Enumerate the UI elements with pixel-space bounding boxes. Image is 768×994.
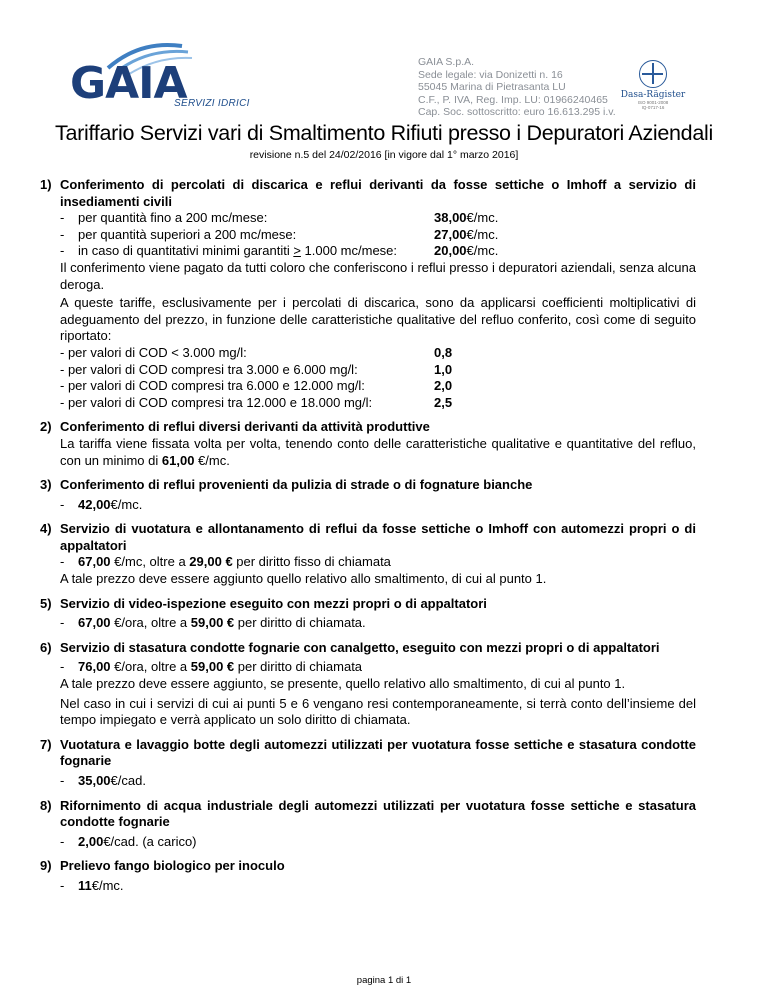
gaia-logo	[70, 38, 250, 110]
paragraph: Nel caso in cui i servizi di cui ai punti 5 e 6 vengano resi contemporaneamente, si terrà conto dell’insieme del tempo impiegato e verrà applicato un solo diritto di chiamata.	[60, 695, 696, 728]
section-heading: 7) Vuotatura e lavaggio botte degli automezzi utilizzati per vuotatura fosse settiche e stasatura condotte fognarie	[40, 736, 696, 769]
price-row: - 67,00 €/ora, oltre a 59,00 € per diritto di chiamata.	[60, 615, 366, 631]
company-line: Cap. Soc. sottoscritto: euro 16.613.295 i.v.	[418, 106, 616, 119]
company-line: Sede legale: via Donizetti n. 16	[418, 68, 563, 81]
company-line: GAIA S.p.A.	[418, 56, 475, 68]
cert-line: IQ-0717-16	[641, 105, 665, 110]
section-heading: 4) Servizio di vuotatura e allontanamento di reflui da fosse settiche o Imhoff con automezzi propri o di appaltatori	[40, 521, 696, 553]
price-row: - per quantità superiori a 200 mc/mese: 27,00 €/mc.	[60, 226, 499, 242]
page-footer: pagina 1 di 1	[356, 975, 412, 986]
section-heading: 5) Servizio di video-ispezione eseguito con mezzi propri o di appaltatori	[40, 595, 487, 611]
section-3	[40, 477, 696, 513]
paragraph: A tale prezzo deve essere aggiunto quello relativo allo smaltimento, di cui al punto 1.	[60, 571, 547, 587]
price-row: - per quantità fino a 200 mc/mese: 38,00 €/mc.	[60, 210, 499, 226]
paragraph: A queste tariffe, esclusivamente per i percolati di discarica, sono da applicarsi coefficienti moltiplicativi di adeguamento del prezzo, in funzione delle caratteristiche qualitative del refluo conferito, così come di seguito riportato:	[60, 295, 696, 344]
coefficient-row: - per valori di COD compresi tra 12.000 e 18.000 mg/l: 2,5	[60, 394, 453, 410]
cert-name: Dasa-Rägister	[620, 90, 686, 100]
price-row: - in caso di quantitativi minimi garantiti > 1.000 mc/mese: 20,00 €/mc.	[60, 243, 499, 259]
coefficient-row: - per valori di COD compresi tra 3.000 e 6.000 mg/l: 1,0	[60, 361, 453, 377]
paragraph: A tale prezzo deve essere aggiunto, se presente, quello relativo allo smaltimento, di cui al punto 1.	[60, 676, 626, 692]
tariff-list	[40, 177, 696, 903]
page-title: Tariffario Servizi vari di Smaltimento Rifiuti presso i Depuratori Aziendali	[55, 121, 713, 145]
section-1	[40, 177, 696, 411]
section-8	[40, 798, 696, 851]
company-line: C.F., P. IVA, Reg. Imp. LU: 01966240465	[418, 93, 608, 106]
section-9	[40, 858, 696, 894]
price-row: - 76,00 €/ora, oltre a 59,00 € per diritto di chiamata	[60, 659, 363, 675]
section-heading: 1) Conferimento di percolati di discarica e reflui derivanti da fosse settiche o Imhoff a servizio di insediamenti civili	[40, 177, 696, 209]
paragraph: La tariffa viene fissata volta per volta, tenendo conto delle caratteristiche qualitative e quantitative del refluo, con un minimo di 61,00 €/mc.	[60, 435, 696, 468]
section-2	[40, 419, 696, 469]
logo-wordmark: GAIA	[70, 58, 187, 109]
section-heading: 2) Conferimento di reflui diversi derivanti da attività produttive	[40, 419, 430, 435]
section-7	[40, 737, 696, 790]
coefficient-row: - per valori di COD < 3.000 mg/l: 0,8	[60, 344, 453, 360]
price-row: - 11 €/mc.	[60, 877, 124, 893]
page-subtitle: revisione n.5 del 24/02/2016 [in vigore dal 1° marzo 2016]	[249, 149, 519, 161]
cert-line: ISO 9001-2008	[637, 100, 669, 105]
price-row: - 35,00 €/cad.	[60, 773, 146, 788]
section-heading: 3) Conferimento di reflui provenienti da pulizia di strade o di fognature bianche	[40, 477, 533, 493]
section-5	[40, 596, 696, 632]
logo-subtitle: SERVIZI IDRICI	[174, 98, 250, 109]
company-info	[418, 56, 616, 119]
section-6	[40, 640, 696, 729]
price-row: - 2,00 €/cad. (a carico)	[60, 833, 197, 849]
certification-badge	[620, 60, 686, 112]
certification-icon	[639, 60, 667, 88]
section-heading: 8) Rifornimento di acqua industriale degli automezzi utilizzati per vuotatura fosse settiche e stasatura condotte fognarie	[40, 797, 696, 830]
section-heading: 6) Servizio di stasatura condotte fognarie con canalgetto, eseguito con mezzi propri o di appaltatori	[40, 639, 660, 655]
price-row: - 67,00 €/mc, oltre a 29,00 € per diritto fisso di chiamata	[60, 554, 391, 570]
section-heading: 9) Prelievo fango biologico per inoculo	[40, 858, 285, 874]
coefficient-row: - per valori di COD compresi tra 6.000 e 12.000 mg/l: 2,0	[60, 378, 453, 394]
price-row: - 42,00 €/mc.	[60, 496, 143, 512]
company-line: 55045 Marina di Pietrasanta LU	[418, 81, 566, 94]
paragraph: Il conferimento viene pagato da tutti coloro che conferiscono i reflui presso i depuratori aziendali, senza alcuna deroga.	[60, 259, 696, 292]
section-4	[40, 521, 696, 587]
